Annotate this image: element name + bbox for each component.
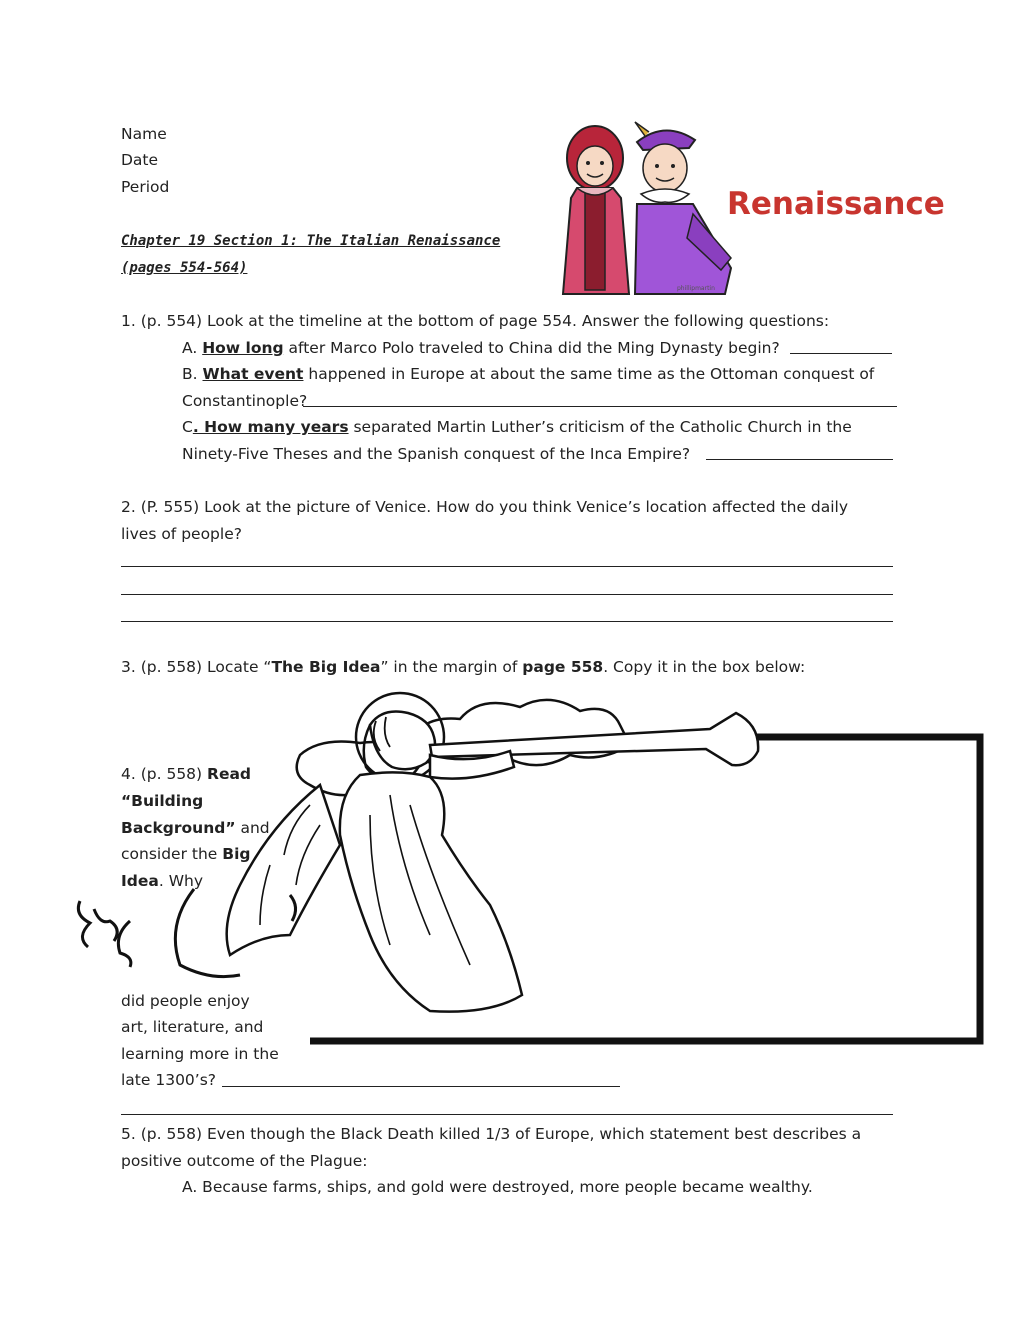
clipart-credit: phillipmartin	[677, 285, 715, 292]
q1-c-keyword: . How many years	[192, 418, 349, 436]
q5-line1: 5. (p. 558) Even though the Black Death killed 1/3 of Europe, which statement best describes a	[121, 1125, 862, 1143]
q3-mid: ” in the margin of	[380, 658, 523, 676]
period-label: Period	[121, 178, 170, 196]
q1-c-prefix: C	[182, 418, 193, 436]
q4-big: Big	[222, 845, 251, 863]
q1-part-c	[182, 417, 852, 437]
q4-background: Background”	[121, 819, 236, 837]
q1-intro: 1. (p. 554) Look at the timeline at the bottom of page 554. Answer the following questions:	[121, 312, 830, 330]
q4-line8: learning more in the	[121, 1045, 279, 1063]
q5-option-a[interactable]: A. Because farms, ships, and gold were destroyed, more people became wealthy.	[182, 1178, 813, 1196]
q4-prefix: 4. (p. 558)	[121, 765, 208, 783]
q4-idea: Idea	[121, 872, 159, 890]
q4-line9: late 1300’s?	[121, 1071, 217, 1089]
q4-and: and	[235, 819, 270, 837]
q1-b-keyword: What event	[202, 365, 304, 383]
q4-line7: art, literature, and	[121, 1018, 264, 1036]
q1-c-answer-blank[interactable]	[706, 459, 893, 460]
q3-suffix: . Copy it in the box below:	[603, 658, 806, 676]
q2-answer-line-2[interactable]	[121, 594, 893, 595]
lady-figure-icon	[563, 126, 629, 294]
man-figure-icon	[635, 122, 731, 294]
q4-why: . Why	[158, 872, 204, 890]
q2-line1: 2. (P. 555) Look at the picture of Venice. How do you think Venice’s location affected the daily	[121, 498, 849, 516]
q2-answer-line-1[interactable]	[121, 566, 893, 567]
q5-line2: positive outcome of the Plague:	[121, 1152, 368, 1170]
date-label: Date	[121, 151, 159, 169]
q1-b-rest: happened in Europe at about the same time as the Ottoman conquest of	[303, 365, 875, 383]
q1-a-rest: after Marco Polo traveled to China did the Ming Dynasty begin?	[283, 339, 780, 357]
q1-b-line2: Constantinople?	[182, 392, 308, 410]
q4-line1	[121, 764, 251, 784]
q3-page: page 558	[522, 658, 604, 676]
q3-big-idea: The Big Idea	[271, 658, 381, 676]
q3-text	[121, 657, 805, 677]
q1-a-prefix: A.	[182, 339, 203, 357]
renaissance-clipart	[555, 118, 975, 308]
renaissance-word: Renaissance	[727, 186, 945, 222]
q1-c-line2: Ninety-Five Theses and the Spanish conquest of the Inca Empire?	[182, 445, 691, 463]
q1-c-rest: separated Martin Luther’s criticism of the Catholic Church in the	[348, 418, 852, 436]
q4-line5	[121, 871, 203, 891]
q1-a-keyword: How long	[202, 339, 284, 357]
q4-read: Read	[207, 765, 252, 783]
q1-part-a	[182, 338, 780, 358]
q4-answer-blank-2[interactable]	[121, 1114, 893, 1115]
q1-b-prefix: B.	[182, 365, 203, 383]
q1-part-b	[182, 364, 874, 384]
q3-prefix: 3. (p. 558) Locate “	[121, 658, 272, 676]
q1-b-answer-blank[interactable]	[303, 406, 897, 407]
q4-line6: did people enjoy	[121, 992, 250, 1010]
q4-answer-blank-1[interactable]	[222, 1086, 620, 1087]
q4-line4	[121, 844, 250, 864]
chapter-title: Chapter 19 Section 1: The Italian Renaissance	[121, 233, 501, 249]
q4-consider: consider the	[121, 845, 223, 863]
q4-line3	[121, 818, 270, 838]
name-label: Name	[121, 125, 167, 143]
pages-range: (pages 554-564)	[121, 260, 248, 276]
q2-answer-line-3[interactable]	[121, 621, 893, 622]
q4-line2: “Building	[121, 792, 204, 810]
q2-line2: lives of people?	[121, 525, 242, 543]
q1-a-answer-blank[interactable]	[790, 353, 892, 354]
